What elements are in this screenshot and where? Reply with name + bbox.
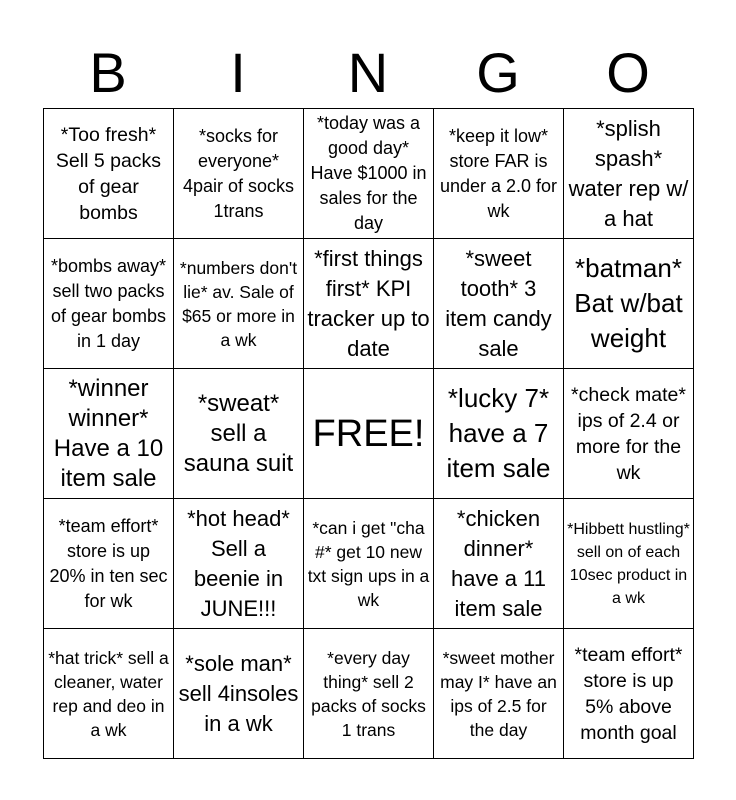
header-letter-g: G bbox=[476, 41, 520, 104]
bingo-cell bbox=[44, 239, 174, 369]
board-row bbox=[44, 369, 694, 499]
bingo-cell bbox=[434, 369, 564, 499]
bingo-cell bbox=[44, 109, 174, 239]
bingo-cell bbox=[44, 369, 174, 499]
cell-text: *sweat* sell a sauna suit bbox=[183, 389, 294, 477]
bingo-cell bbox=[174, 629, 304, 759]
cell-text: *today was a good day* Have $1000 in sales for the day bbox=[310, 113, 427, 233]
cell-text: *keep it low* store FAR is under a 2.0 for wk bbox=[439, 125, 558, 221]
bingo-cell bbox=[174, 109, 304, 239]
cell-text: *bombs away* sell two packs of gear bombs in 1 day bbox=[50, 255, 167, 351]
cell-text: *team effort* store is up 20% in ten sec for wk bbox=[49, 515, 168, 611]
cell-text: *hot head* Sell a beenie in JUNE!!! bbox=[187, 505, 290, 621]
bingo-cell bbox=[434, 629, 564, 759]
cell-text: *sole man* sell 4insoles in a wk bbox=[178, 650, 299, 736]
board-row bbox=[44, 629, 694, 759]
bingo-cell bbox=[304, 239, 434, 369]
cell-text: *batman* Bat w/bat weight bbox=[574, 253, 683, 353]
cell-text: *hat trick* sell a cleaner, water rep and deo in a wk bbox=[48, 647, 169, 740]
bingo-cell bbox=[44, 629, 174, 759]
bingo-cell bbox=[174, 239, 304, 369]
header-letter-i: I bbox=[230, 41, 246, 104]
cell-text: *winner winner* Have a 10 item sale bbox=[53, 374, 164, 492]
bingo-cell bbox=[174, 369, 304, 499]
bingo-cell bbox=[434, 239, 564, 369]
bingo-cell bbox=[564, 629, 694, 759]
bingo-cell bbox=[304, 109, 434, 239]
board-row bbox=[44, 239, 694, 369]
header-letter-o: O bbox=[606, 41, 650, 104]
free-space-cell bbox=[304, 369, 434, 499]
cell-text: *Hibbett hustling* sell on of each 10sec product in a wk bbox=[567, 520, 690, 607]
cell-text: *can i get "cha #* get 10 new txt sign ups in a wk bbox=[307, 517, 430, 610]
cell-text: *lucky 7* have a 7 item sale bbox=[446, 383, 551, 483]
cell-text: *chicken dinner* have a 11 item sale bbox=[450, 505, 546, 621]
bingo-header bbox=[43, 40, 693, 106]
cell-text: *sweet mother may I* have an ips of 2.5 for the day bbox=[440, 647, 557, 740]
header-letter-n: N bbox=[347, 41, 389, 104]
cell-text: *every day thing* sell 2 packs of socks 1 trans bbox=[311, 647, 426, 740]
bingo-cell bbox=[174, 499, 304, 629]
bingo-cell bbox=[564, 239, 694, 369]
board-row bbox=[44, 499, 694, 629]
cell-text: *first things first* KPI tracker up to date bbox=[307, 245, 430, 361]
bingo-cell bbox=[564, 369, 694, 499]
bingo-board bbox=[43, 108, 694, 759]
cell-text: *check mate* ips of 2.4 or more for the wk bbox=[571, 383, 686, 484]
bingo-cell bbox=[304, 629, 434, 759]
bingo-cell bbox=[44, 499, 174, 629]
bingo-cell bbox=[434, 109, 564, 239]
free-space-text: FREE! bbox=[312, 412, 425, 455]
bingo-cell bbox=[564, 109, 694, 239]
cell-text: *sweet tooth* 3 item candy sale bbox=[445, 245, 552, 361]
bingo-cell bbox=[304, 499, 434, 629]
board-row bbox=[44, 109, 694, 239]
header-letter-b: B bbox=[89, 41, 127, 104]
cell-text: *splish spash* water rep w/ a hat bbox=[568, 115, 689, 231]
cell-text: *Too fresh* Sell 5 packs of gear bombs bbox=[55, 123, 162, 224]
cell-text: *numbers don't lie* av. Sale of $65 or more in a wk bbox=[179, 257, 298, 350]
cell-text: *socks for everyone* 4pair of socks 1trans bbox=[182, 125, 295, 221]
bingo-cell bbox=[564, 499, 694, 629]
bingo-cell bbox=[434, 499, 564, 629]
cell-text: *team effort* store is up 5% above month goal bbox=[574, 643, 683, 744]
